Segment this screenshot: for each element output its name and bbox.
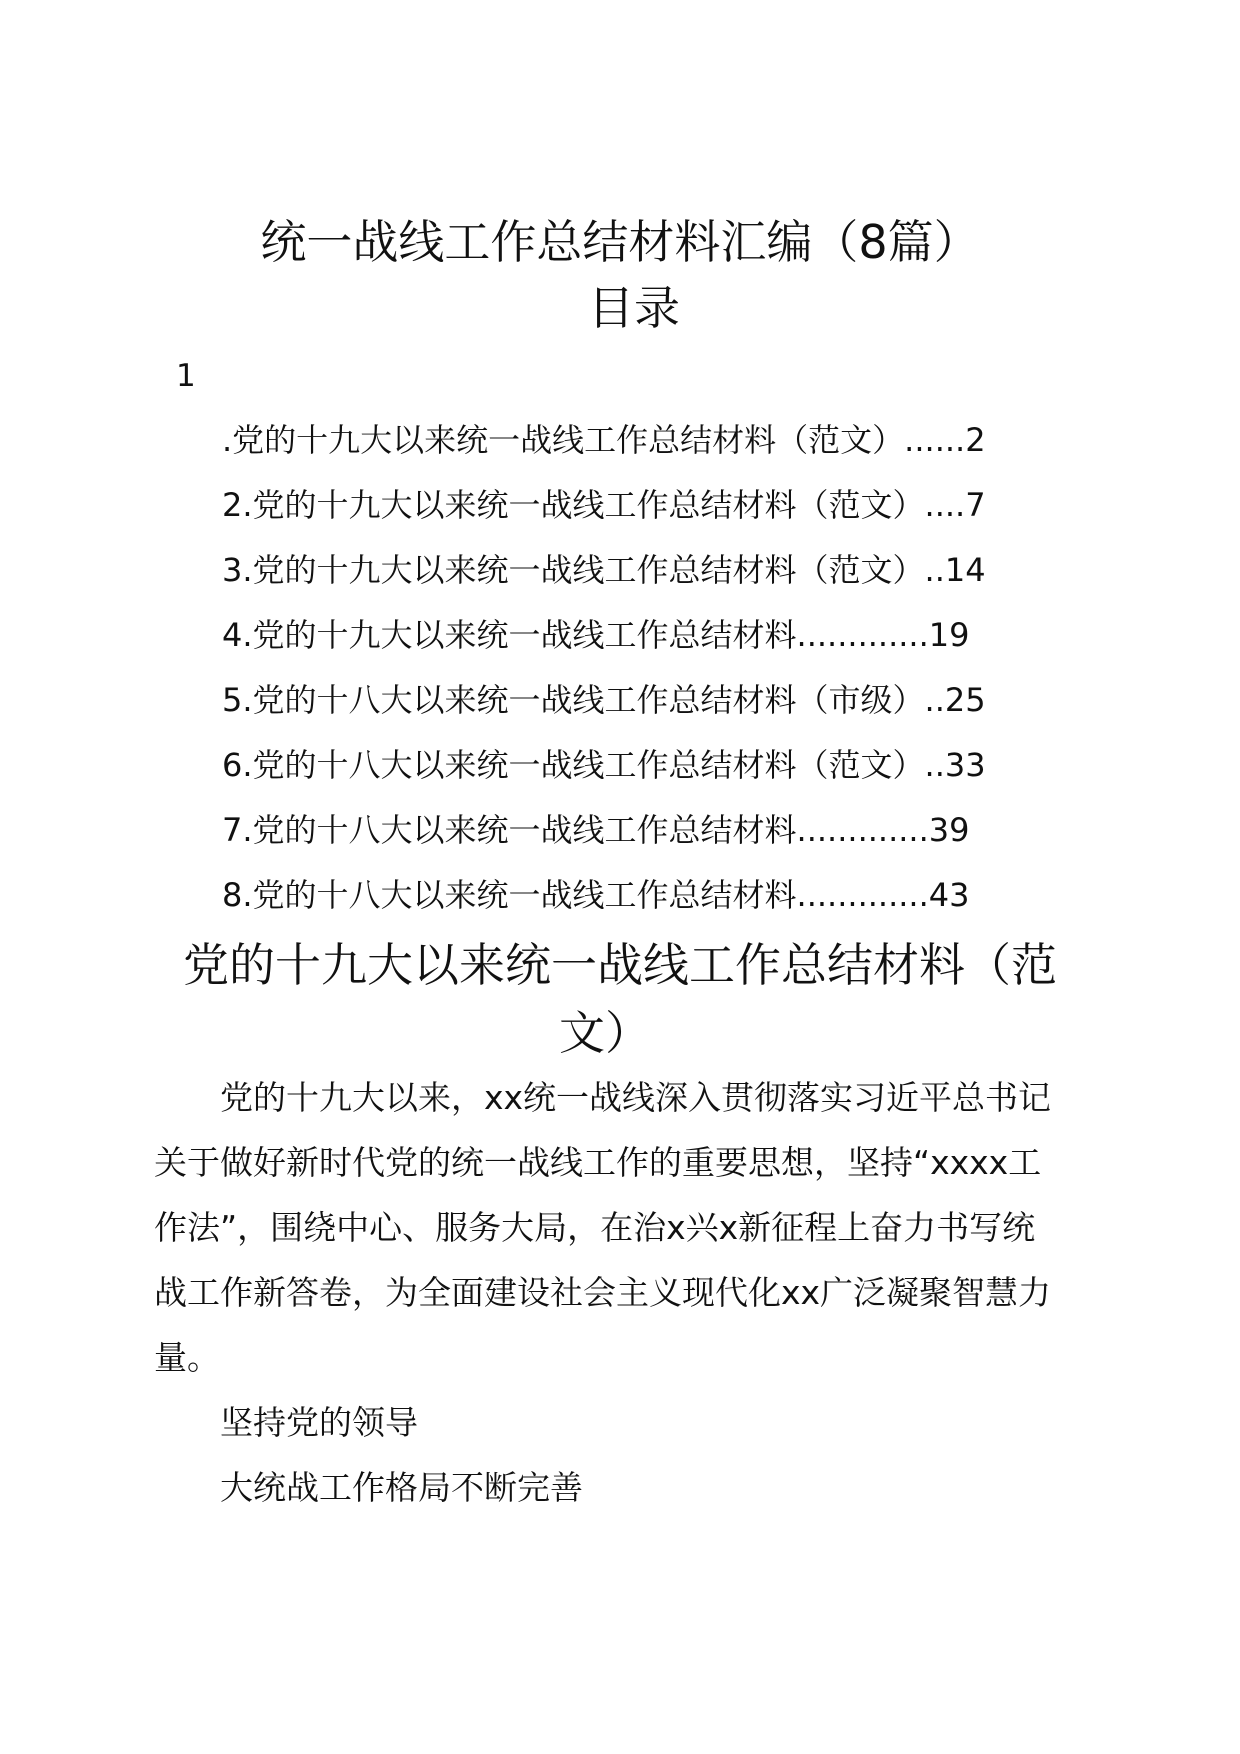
table-of-contents bbox=[222, 420, 986, 940]
section-title-continued: 文） bbox=[559, 1006, 651, 1060]
toc-entry[interactable]: 4.党的十九大以来统一战线工作总结材料.............19 bbox=[222, 616, 970, 654]
toc-entry[interactable]: 2.党的十九大以来统一战线工作总结材料（范文）....7 bbox=[222, 486, 986, 524]
paragraph-line: 战工作新答卷，为全面建设社会主义现代化xx广泛凝聚智慧力 bbox=[154, 1273, 1052, 1312]
paragraph-line: 党的十九大以来，xx统一战线深入贯彻落实习近平总书记 bbox=[220, 1078, 1052, 1117]
toc-entry[interactable]: 3.党的十九大以来统一战线工作总结材料（范文）..14 bbox=[222, 551, 986, 589]
section-title: 党的十九大以来统一战线工作总结材料（范 bbox=[183, 938, 1057, 992]
toc-entry[interactable]: 8.党的十八大以来统一战线工作总结材料.............43 bbox=[222, 876, 970, 914]
toc-entry[interactable]: 6.党的十八大以来统一战线工作总结材料（范文）..33 bbox=[222, 746, 986, 784]
paragraph-line: 关于做好新时代党的统一战线工作的重要思想，坚持“xxxx工 bbox=[154, 1143, 1042, 1182]
paragraph-line: 作法”，围绕中心、服务大局，在治x兴x新征程上奋力书写统 bbox=[154, 1208, 1036, 1247]
paragraph-line: 量。 bbox=[154, 1338, 220, 1377]
document-title: 统一战线工作总结材料汇编（8篇） bbox=[260, 215, 980, 269]
subheading: 坚持党的领导 bbox=[220, 1403, 418, 1442]
toc-heading: 目录 bbox=[588, 281, 680, 335]
toc-number: 1 bbox=[176, 358, 196, 394]
toc-entry[interactable]: 5.党的十八大以来统一战线工作总结材料（市级）..25 bbox=[222, 681, 986, 719]
toc-entry[interactable]: 7.党的十八大以来统一战线工作总结材料.............39 bbox=[222, 811, 970, 849]
subheading: 大统战工作格局不断完善 bbox=[220, 1468, 583, 1507]
toc-entry[interactable]: .党的十九大以来统一战线工作总结材料（范文）......2 bbox=[222, 421, 986, 459]
